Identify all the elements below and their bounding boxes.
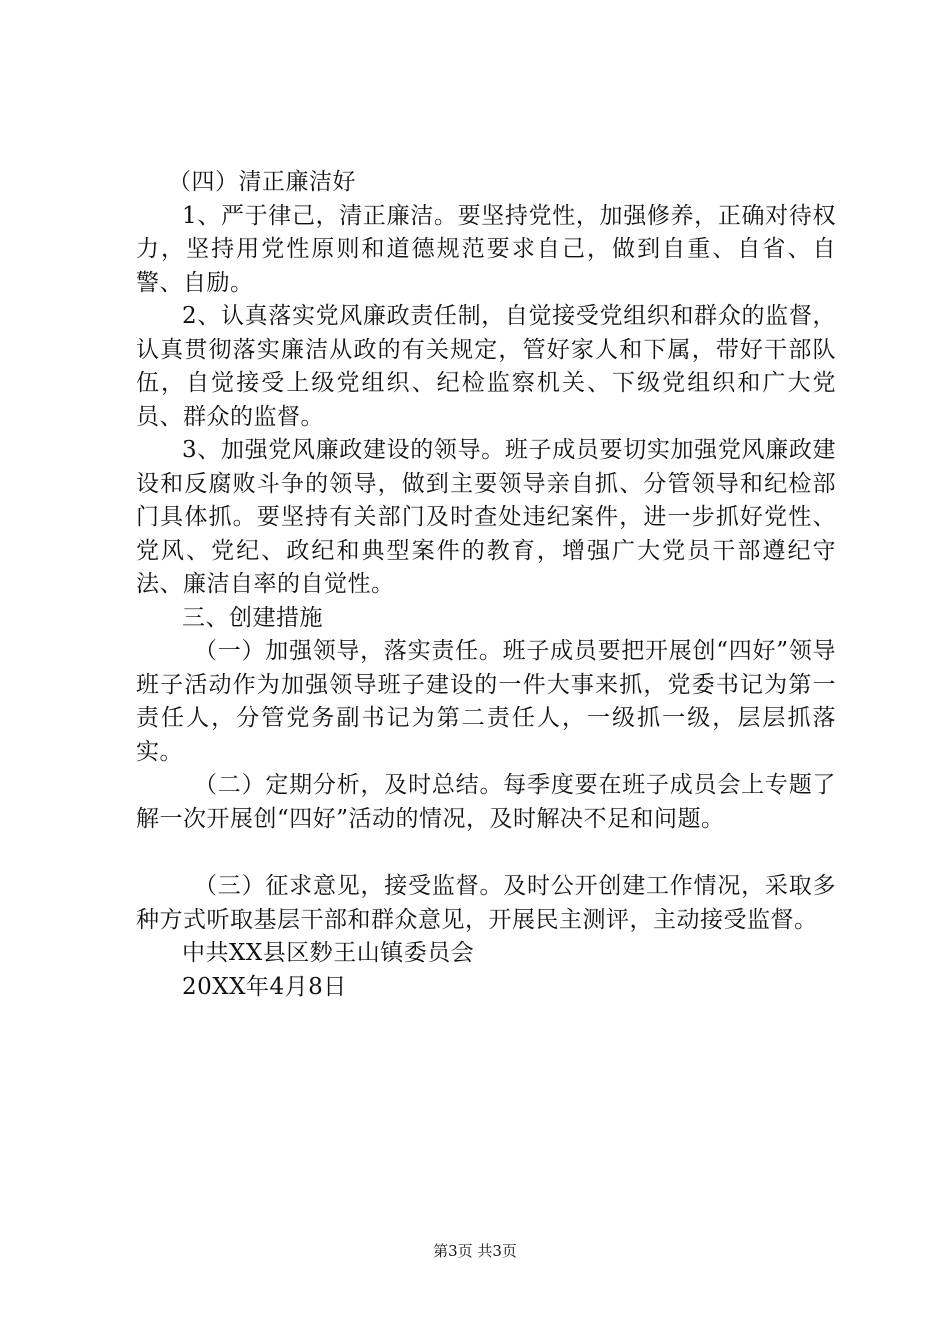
paragraph-item-1: 1、严于律己，清正廉洁。要坚持党性，加强修养，正确对待权力，坚持用党性原则和道德规范要求自己，做到自重、自省、自警、自励。: [136, 202, 836, 296]
paragraph-measure-1: （一）加强领导，落实责任。班子成员要把开展创“四好”领导班子活动作为加强领导班子建设的一件大事来抓，党委书记为第一责任人，分管党务副书记为第二责任人，一级抓一级，层层抓落实。: [136, 638, 836, 765]
signature-date: 20XX年4月8日: [182, 973, 347, 1000]
paragraph-item-3: 3、加强党风廉政建设的领导。班子成员要切实加强党风廉政建设和反腐败斗争的领导，做到主要领导亲自抓、分管领导和纪检部门具体抓。要坚持有关部门及时查处违纪案件，进一步抓好党性、党风、党纪、政纪和典型案件的教育，增强广大党员干部遵纪守法、廉洁自率的自觉性。: [136, 437, 836, 597]
section-heading-measures: 三、创建措施: [182, 604, 323, 631]
paragraph-measure-2: （二）定期分析，及时总结。每季度要在班子成员会上专题了解一次开展创“四好”活动的情况，及时解决不足和问题。: [136, 772, 836, 832]
document-body: [136, 166, 836, 1004]
paragraph-measure-3: （三）征求意见，接受监督。及时公开创建工作情况，采取多种方式听取基层干部和群众意见，开展民主测评，主动接受监督。: [136, 873, 836, 933]
section-heading-four: （四）清正廉洁好: [168, 169, 356, 195]
page-number-footer: 第3页 共3页: [433, 1242, 517, 1260]
paragraph-item-2: 2、认真落实党风廉政责任制，自觉接受党组织和群众的监督，认真贯彻落实廉洁从政的有关规定，管好家人和下属，带好干部队伍，自觉接受上级党组织、纪检监察机关、下级党组织和广大党员、群众的监督。: [136, 303, 836, 430]
signature-organization: 中共XX县区麨王山镇委员会: [182, 940, 475, 966]
